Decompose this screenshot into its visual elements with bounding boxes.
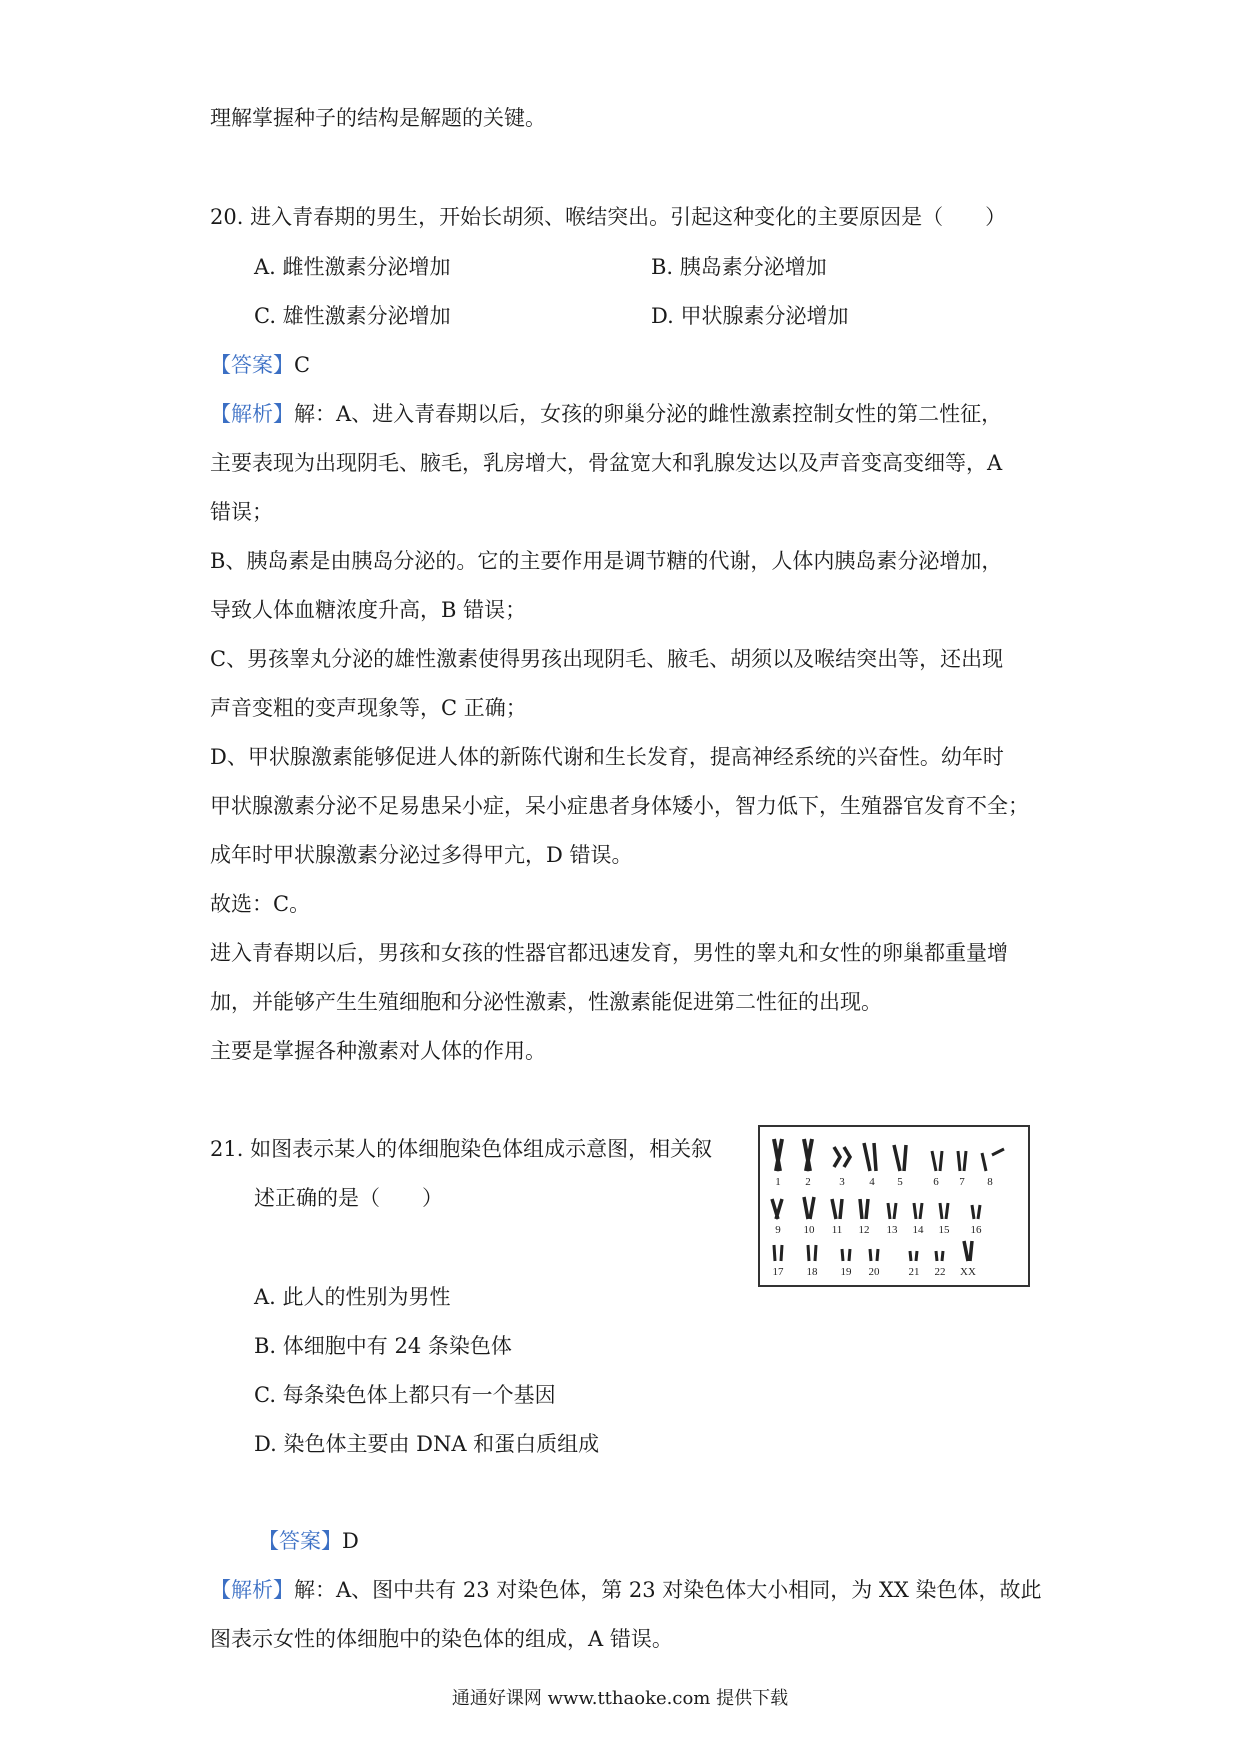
q21-option-c: C. 每条染色体上都只有一个基因 (254, 1383, 556, 1407)
chromosome-pair-7 (958, 1151, 966, 1171)
karyo-label-13: 13 (886, 1224, 898, 1236)
karyo-label-19: 19 (840, 1266, 852, 1278)
karyo-label-5: 5 (897, 1176, 903, 1188)
karyo-label-7: 7 (959, 1176, 965, 1188)
q20-analysis-line-9: 甲状腺激素分泌不足易患呆小症，呆小症患者身体矮小，智力低下，生殖器官发育不全； (210, 794, 1029, 818)
chromosome-pair-12 (860, 1199, 868, 1219)
q20-stem: 20. 进入青春期的男生，开始长胡须、喉结突出。引起这种变化的主要原因是（ ） (210, 205, 1007, 229)
karyo-label-10: 10 (803, 1224, 815, 1236)
chromosome-pair-15 (940, 1203, 948, 1219)
q20-analysis-line-12: 进入青春期以后，男孩和女孩的性器官都迅速发育，男性的睾丸和女性的卵巢都重量增 (210, 941, 1008, 965)
q20-analysis-line-14: 主要是掌握各种激素对人体的作用。 (210, 1039, 546, 1063)
q20-answer-value: C (294, 353, 311, 377)
karyo-label-11: 11 (831, 1224, 843, 1236)
karyotype-chromosomes (760, 1127, 1028, 1285)
q20-analysis-line-6: C、男孩睾丸分泌的雄性激素使得男孩出现阴毛、腋毛、胡须以及喉结突出等，还出现 (210, 647, 1004, 671)
karyo-label-22: 22 (934, 1266, 946, 1278)
q21-answer-value: D (342, 1529, 359, 1553)
q20-option-a: A. 雌性激素分泌增加 (254, 255, 451, 279)
q21-option-a: A. 此人的性别为男性 (254, 1285, 451, 1309)
q20-answer (210, 350, 310, 380)
karyo-label-1: 1 (775, 1176, 781, 1188)
q20-analysis-line-8: D、甲状腺激素能够促进人体的新陈代谢和生长发育，提高神经系统的兴奋性。幼年时 (210, 745, 1004, 769)
karyo-label-6: 6 (933, 1176, 939, 1188)
q20-analysis-text-1: 解：A、进入青春期以后，女孩的卵巢分泌的雌性激素控制女性的第二性征， (294, 402, 1003, 426)
chromosome-pair-9 (772, 1199, 782, 1219)
karyo-label-14: 14 (912, 1224, 924, 1236)
karyo-label-20: 20 (868, 1266, 880, 1278)
q20-option-d: D. 甲状腺素分泌增加 (651, 304, 849, 328)
q20-answer-tag: 【答案】 (210, 353, 294, 377)
karyo-label-9: 9 (775, 1224, 781, 1236)
q20-analysis-line-2: 主要表现为出现阴毛、腋毛，乳房增大，骨盆宽大和乳腺发达以及声音变高变细等，A (210, 451, 1003, 475)
chromosome-pair-1 (774, 1139, 782, 1171)
chromosome-pair-8 (982, 1149, 1004, 1171)
karyo-label-15: 15 (938, 1224, 950, 1236)
q20-analysis-line-13: 加，并能够产生生殖细胞和分泌性激素，性激素能促进第二性征的出现。 (210, 990, 882, 1014)
q21-answer (258, 1526, 359, 1556)
karyo-label-xx: XX (960, 1266, 976, 1278)
q20-analysis-line-10: 成年时甲状腺激素分泌过多得甲亢，D 错误。 (210, 843, 633, 867)
q20-analysis-line-5: 导致人体血糖浓度升高，B 错误； (210, 598, 527, 622)
chromosome-pair-18 (808, 1245, 816, 1261)
karyo-label-21: 21 (908, 1266, 920, 1278)
karyo-label-2: 2 (805, 1176, 811, 1188)
karyo-label-8: 8 (987, 1176, 993, 1188)
chromosome-pair-22 (936, 1251, 943, 1261)
q21-analysis-line-1 (210, 1575, 1042, 1605)
karyo-label-12: 12 (858, 1224, 870, 1236)
q21-answer-tag: 【答案】 (258, 1529, 342, 1553)
q20-analysis-line-1 (210, 399, 1002, 429)
q21-stem-line-2: 述正确的是（ ） (254, 1186, 443, 1210)
q21-stem-line-1: 21. 如图表示某人的体细胞染色体组成示意图，相关叙 (210, 1137, 713, 1161)
karyo-label-17: 17 (772, 1266, 784, 1278)
karyo-label-18: 18 (806, 1266, 818, 1278)
chromosome-pair-13 (888, 1203, 896, 1219)
chromosome-pair-6 (932, 1151, 942, 1171)
q21-analysis-tag: 【解析】 (210, 1578, 294, 1602)
chromosome-pair-2 (804, 1139, 812, 1171)
chromosome-pair-5 (894, 1145, 906, 1171)
chromosome-pair-14 (914, 1203, 922, 1219)
chromosome-pair-4 (864, 1143, 876, 1171)
chromosome-pair-10 (804, 1197, 814, 1219)
q21-option-b: B. 体细胞中有 24 条染色体 (254, 1334, 512, 1358)
q20-analysis-line-7: 声音变粗的变声现象等，C 正确； (210, 696, 527, 720)
q20-analysis-line-11: 故选：C。 (210, 892, 311, 916)
chromosome-pair-17 (774, 1245, 782, 1261)
karyo-label-16: 16 (970, 1224, 982, 1236)
chromosome-pair-16 (972, 1205, 980, 1219)
q20-analysis-line-4: B、胰岛素是由胰岛分泌的。它的主要作用是调节糖的代谢，人体内胰岛素分泌增加， (210, 549, 1003, 573)
q20-analysis-tag: 【解析】 (210, 402, 294, 426)
q20-analysis-line-3: 错误； (210, 500, 273, 524)
karyotype-figure (758, 1125, 1030, 1287)
q20-option-c: C. 雄性激素分泌增加 (254, 304, 451, 328)
karyo-label-3: 3 (839, 1176, 845, 1188)
chromosome-pair-19 (842, 1249, 850, 1261)
chromosome-pair-3 (834, 1147, 850, 1167)
q21-option-d: D. 染色体主要由 DNA 和蛋白质组成 (254, 1432, 600, 1456)
chromosome-pair-20 (870, 1249, 878, 1261)
intro-line: 理解掌握种子的结构是解题的关键。 (210, 106, 546, 130)
chromosome-pair-xx (964, 1241, 972, 1261)
chromosome-pair-11 (832, 1199, 842, 1219)
chromosome-pair-21 (910, 1251, 917, 1261)
q20-option-b: B. 胰岛素分泌增加 (651, 255, 827, 279)
karyo-label-4: 4 (869, 1176, 875, 1188)
q21-analysis-line-2: 图表示女性的体细胞中的染色体的组成，A 错误。 (210, 1627, 673, 1651)
page-footer: 通通好课网 www.tthaoke.com 提供下载 (451, 1688, 789, 1709)
q21-analysis-text-1: 解：A、图中共有 23 对染色体，第 23 对染色体大小相同，为 XX 染色体，故此 (294, 1578, 1042, 1602)
